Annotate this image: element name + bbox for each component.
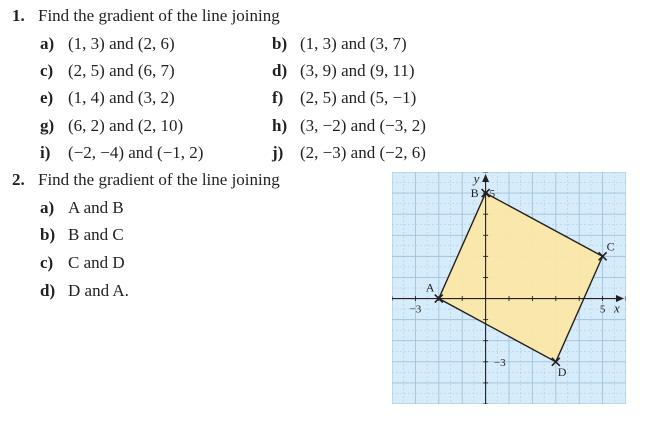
tick-label-y-pos: 5 (489, 188, 496, 201)
q1-part-text: (6, 2) and (2, 10) (68, 116, 184, 135)
q1-part-h (272, 116, 426, 136)
q2-part-d (40, 281, 129, 301)
q2-part-a (40, 198, 124, 218)
q1-part-j (272, 143, 426, 163)
q1-part-text: (1, 3) and (3, 7) (300, 34, 407, 53)
q1-part-label: j) (272, 143, 284, 162)
q1-part-label: i) (40, 143, 51, 162)
tick-label-x-pos: 5 (599, 303, 606, 316)
q1-part-label: e) (40, 88, 54, 107)
q2-part-text: D and A. (68, 281, 129, 300)
point-label-c: C (606, 239, 615, 254)
q1-part-label: c) (40, 61, 54, 80)
q1-heading (12, 6, 280, 26)
q1-part-a (40, 34, 175, 54)
q1-part-text: (2, 5) and (6, 7) (68, 61, 175, 80)
q1-part-label: a) (40, 34, 55, 53)
q2-title: Find the gradient of the line joining (38, 170, 280, 189)
tick-label-x-neg: −3 (409, 303, 422, 316)
q1-part-text: (2, 5) and (5, −1) (300, 88, 417, 107)
coordinate-graph (392, 172, 626, 404)
y-axis-label: y (473, 172, 480, 186)
point-label-d: D (557, 364, 567, 379)
q1-part-label: b) (272, 34, 288, 53)
q2-part-text: B and C (68, 225, 124, 244)
q1-part-c (40, 61, 175, 81)
q1-part-d (272, 61, 415, 81)
q2-part-label: a) (40, 198, 55, 217)
q1-part-text: (1, 4) and (3, 2) (68, 88, 175, 107)
q2-part-c (40, 253, 125, 273)
q1-title: Find the gradient of the line joining (38, 6, 280, 25)
q1-part-label: f) (272, 88, 284, 107)
point-label-a: A (425, 280, 435, 295)
q1-part-label: d) (272, 61, 288, 80)
x-axis-label: x (614, 300, 620, 316)
point-label-b: B (470, 186, 479, 201)
q1-part-e (40, 88, 175, 108)
q2-part-text: C and D (68, 253, 125, 272)
q2-part-label: c) (40, 253, 54, 272)
q1-part-b (272, 34, 407, 54)
q1-part-g (40, 116, 183, 136)
q1-part-text: (1, 3) and (2, 6) (68, 34, 175, 53)
q2-part-label: d) (40, 281, 56, 300)
q2-heading (12, 170, 280, 190)
q1-part-text: (2, −3) and (−2, 6) (300, 143, 426, 162)
q1-part-text: (−2, −4) and (−1, 2) (68, 143, 204, 162)
q1-part-label: g) (40, 116, 55, 135)
q2-number: 2. (12, 170, 25, 189)
q1-part-i (40, 143, 203, 163)
q1-number: 1. (12, 6, 25, 25)
q1-part-f (272, 88, 416, 108)
q2-part-text: A and B (68, 198, 124, 217)
q2-part-b (40, 225, 124, 245)
q2-part-label: b) (40, 225, 56, 244)
q1-part-label: h) (272, 116, 288, 135)
q1-part-text: (3, 9) and (9, 11) (300, 61, 415, 80)
q1-part-text: (3, −2) and (−3, 2) (300, 116, 426, 135)
tick-label-y-neg: −3 (493, 356, 506, 369)
